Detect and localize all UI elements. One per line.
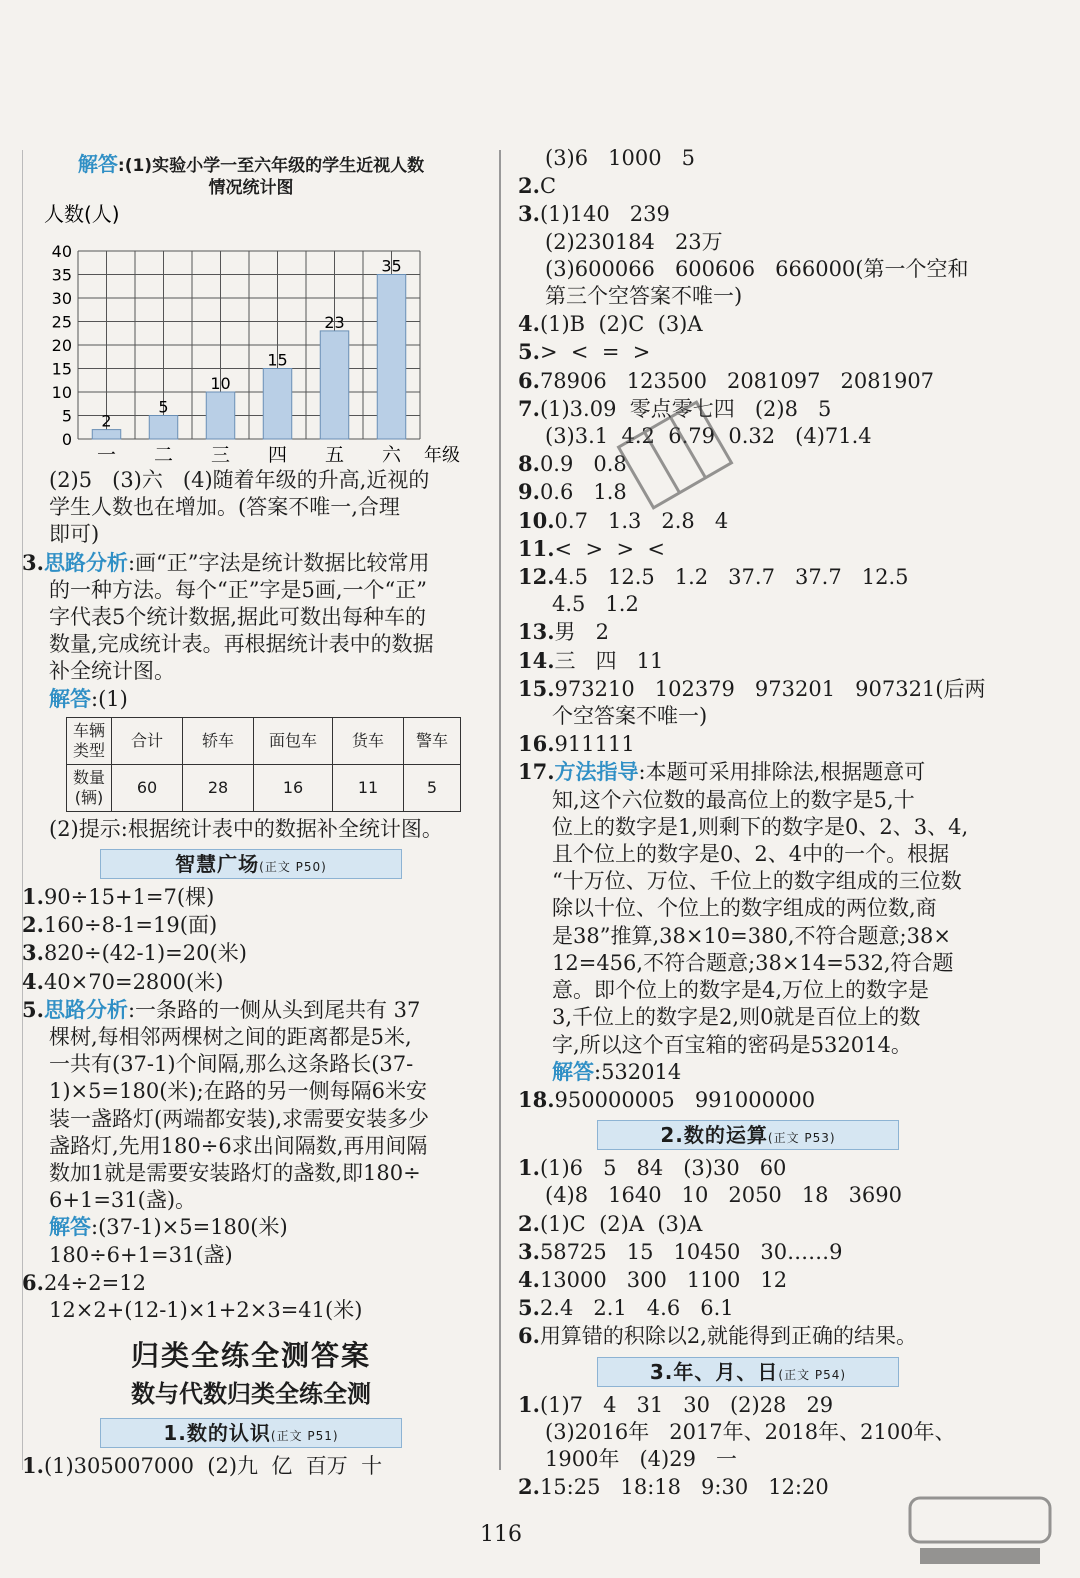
q5-text: 6+1=31(盏)。 xyxy=(49,1188,197,1213)
x-axis-label: 年级 xyxy=(424,445,460,466)
q5-number: 5. xyxy=(22,996,44,1022)
item-number: 16. xyxy=(518,731,555,757)
data-label: 15 xyxy=(267,350,288,370)
q5-answer: 180÷6+1=31(盏) xyxy=(49,1242,233,1267)
data-label: 35 xyxy=(381,256,402,276)
chart-title xyxy=(22,153,480,199)
item-number: 6. xyxy=(518,367,540,393)
answer-line xyxy=(518,730,978,758)
item-text: 911111 xyxy=(554,732,635,757)
item-number: 12. xyxy=(518,564,555,590)
y-tick-label: 20 xyxy=(51,336,72,355)
q3-text: 补全统计图。 xyxy=(49,659,175,684)
q3-hint: (2)提示:根据统计表中的数据补全统计图。 xyxy=(49,816,443,841)
y-tick-label: 15 xyxy=(51,359,72,379)
item-number: 5. xyxy=(518,339,540,365)
answer-line xyxy=(518,1182,978,1209)
y-tick-label: 10 xyxy=(51,383,72,402)
answer-line xyxy=(518,703,978,730)
item-text: 4.5 1.2 xyxy=(552,592,639,617)
item-text: 男 2 xyxy=(554,620,609,645)
item-text: (1)C (2)A (3)A xyxy=(539,1211,703,1236)
item-number: 1. xyxy=(518,1155,540,1181)
answer-label: 解答 xyxy=(552,1059,594,1084)
section-header xyxy=(100,1418,402,1448)
item-text: 1900年 (4)29 一 xyxy=(545,1446,737,1471)
answer-line xyxy=(518,895,978,922)
watermark-logo xyxy=(900,1490,1060,1570)
item-text: 且个位上的数字是0、2、4中的一个。根据 xyxy=(552,842,950,867)
q17-answer-line xyxy=(518,1059,978,1086)
answer-line xyxy=(22,494,480,521)
q5-answer-line xyxy=(22,1214,480,1241)
item-number: 8. xyxy=(518,451,540,477)
q6-text: 12×2+(12-1)×1+2×3=41(米) xyxy=(49,1298,363,1323)
section-ref: (正文 P53) xyxy=(767,1131,836,1146)
y-tick-label: 35 xyxy=(51,265,72,285)
q17-line xyxy=(518,758,978,786)
item-number: 1. xyxy=(22,1453,44,1479)
q18-line xyxy=(518,1086,978,1114)
stamp-mark xyxy=(600,380,750,530)
item-text: (3)600066 600606 666000(第一个空和 xyxy=(545,256,969,281)
answer-line xyxy=(518,1294,978,1322)
q17-body xyxy=(518,787,978,1059)
item-text: (1)3.09 零点零七四 (2)8 5 xyxy=(539,396,832,421)
item-text: 2.4 2.1 4.6 6.1 xyxy=(539,1296,734,1321)
answer-line xyxy=(518,200,978,228)
item-text: > < = > xyxy=(539,340,651,365)
item-text: (4)8 1640 10 2050 18 3690 xyxy=(545,1183,903,1208)
answer-line xyxy=(518,1210,978,1238)
table-row xyxy=(67,717,461,764)
q3-text: :画“正”字法是统计数据比较常用 xyxy=(127,550,430,575)
y-axis-label: 人数(人) xyxy=(44,202,120,226)
item-number: 4. xyxy=(518,311,540,337)
q17-text: :本题可采用排除法,根据题意可 xyxy=(638,760,926,785)
table-row xyxy=(67,764,461,811)
q17-number: 17. xyxy=(518,759,555,785)
answer-line xyxy=(22,911,480,939)
item-text: < > > < xyxy=(554,536,665,561)
table-cell: 数量 (辆) xyxy=(67,764,112,811)
item-number: 6. xyxy=(518,1323,540,1349)
table-cell: 轿车 xyxy=(183,717,254,764)
table-cell: 货车 xyxy=(333,717,404,764)
answer-line xyxy=(518,1391,978,1419)
item-number: 13. xyxy=(518,619,555,645)
item-text: 个空答案不唯一) xyxy=(552,704,708,729)
q17-label: 方法指导 xyxy=(554,760,639,785)
data-label: 5 xyxy=(158,397,169,417)
q3-text: 字代表5个统计数据,据此可数出每种车的 xyxy=(49,605,427,630)
item-text: 58725 15 10450 30……9 xyxy=(539,1239,843,1264)
bar-chart-svg xyxy=(22,199,480,467)
section-ref: (正文 P51) xyxy=(270,1429,339,1444)
item-text: 第三个空答案不唯一) xyxy=(545,284,743,309)
answer-line xyxy=(22,939,480,967)
chart-answers xyxy=(22,467,480,549)
x-tick-label: 三 xyxy=(210,444,231,466)
answer-line xyxy=(518,1419,978,1446)
q18-text: 950000005 991000000 xyxy=(554,1087,816,1112)
answer-line xyxy=(518,1032,978,1059)
answer-line xyxy=(518,1154,978,1182)
q5-text: 盏路灯,先用180÷6求出间隔数,再用间隔 xyxy=(49,1133,428,1158)
item-number: 2. xyxy=(518,173,540,199)
table-cell: 60 xyxy=(112,764,183,811)
answer-line xyxy=(518,814,978,841)
answer-label: 解答 xyxy=(77,152,118,176)
item-list xyxy=(22,883,480,996)
bar xyxy=(92,430,121,439)
q5-text: 数加1就是需要安装路灯的盏数,即180÷ xyxy=(49,1161,421,1186)
item-number: 1. xyxy=(22,884,44,910)
item-number: 5. xyxy=(518,1295,540,1321)
answer-line xyxy=(518,591,978,618)
item-text: 15:25 18:18 9:30 12:20 xyxy=(539,1475,829,1500)
table-cell: 28 xyxy=(183,764,254,811)
item-text: (3)2016年 2017年、2018年、2100年、 xyxy=(545,1419,956,1444)
x-tick-label: 五 xyxy=(324,444,345,466)
item-text: (3)3.1 4.2 6.79 0.32 (4)71.4 xyxy=(545,424,872,449)
answer-line xyxy=(518,1238,978,1266)
item-text: 用算错的积除以2,就能得到正确的结果。 xyxy=(539,1324,917,1349)
answer-line xyxy=(22,521,480,548)
item-text: 0.6 1.8 xyxy=(539,480,627,505)
item-number: 3. xyxy=(518,201,540,227)
q3-label: 思路分析 xyxy=(43,550,128,575)
answer-line xyxy=(518,923,978,950)
answer-line xyxy=(518,256,978,283)
answer-line xyxy=(22,968,480,996)
item-number: 4. xyxy=(22,968,44,994)
q5-text: 棵树,每相邻两棵树之间的距离都是5米, xyxy=(49,1025,412,1050)
item-text: 973210 102379 973201 907321(后两 xyxy=(554,676,986,701)
answer-line xyxy=(518,1004,978,1031)
x-tick-label: 一 xyxy=(96,444,117,466)
q3-answer-line xyxy=(22,686,480,713)
answer-line xyxy=(518,283,978,310)
q3-answer: :(1) xyxy=(91,686,128,711)
q18-number: 18. xyxy=(518,1086,555,1112)
item-text: (1)7 4 31 30 (2)28 29 xyxy=(539,1392,834,1417)
left-column xyxy=(22,145,480,1480)
q3-number: 3. xyxy=(22,549,44,575)
answer-line xyxy=(518,787,978,814)
answer-label: 解答 xyxy=(49,1215,91,1240)
q3-line xyxy=(22,549,480,577)
answer-label: 解答 xyxy=(49,686,91,711)
x-tick-label: 四 xyxy=(267,444,288,466)
answer-line xyxy=(518,841,978,868)
answer-line xyxy=(22,1452,480,1480)
bar xyxy=(320,331,349,439)
data-label: 10 xyxy=(210,374,231,393)
section-header xyxy=(100,849,402,879)
q5-text: 一共有(37-1)个间隔,那么这条路长(37- xyxy=(49,1052,414,1077)
right-column xyxy=(518,145,986,1501)
bar xyxy=(263,369,292,440)
chart-title-line2: 情况统计图 xyxy=(208,178,294,198)
answer-line xyxy=(518,1446,978,1473)
item-text: 0.7 1.3 2.8 4 xyxy=(554,508,729,533)
q17-answer: :532014 xyxy=(594,1059,682,1084)
bar xyxy=(377,275,406,440)
answer-list xyxy=(518,1154,978,1350)
item-text: 三 四 11 xyxy=(554,648,664,673)
q5-label: 思路分析 xyxy=(43,997,128,1022)
item-text: 除以十位、个位上的数字组成的两位数,商 xyxy=(552,896,937,921)
table-cell: 面包车 xyxy=(254,717,333,764)
item-number: 2. xyxy=(518,1210,540,1236)
y-tick-label: 5 xyxy=(61,406,72,426)
answer-list xyxy=(518,1391,978,1502)
item-text: 学生人数也在增加。(答案不唯一,合理 xyxy=(49,495,400,520)
answer-line xyxy=(518,563,978,591)
q5-line xyxy=(22,996,480,1024)
item-text: 3,千位上的数字是2,则0就是百位上的数 xyxy=(552,1005,921,1030)
bar xyxy=(149,416,178,440)
page-number: 116 xyxy=(480,1522,522,1547)
bar-chart xyxy=(22,199,480,467)
item-text: (2)230184 23万 xyxy=(545,229,723,254)
q5-text: :一条路的一侧从头到尾共有 37 xyxy=(127,997,421,1022)
chapter-title: 归类全练全测答案 xyxy=(130,1339,371,1373)
answer-line xyxy=(518,172,978,200)
y-tick-label: 30 xyxy=(51,289,72,308)
answer-line xyxy=(22,883,480,911)
table-cell: 车辆 类型 xyxy=(67,717,112,764)
answer-line xyxy=(518,868,978,895)
vehicle-table xyxy=(66,717,461,812)
item-number: 11. xyxy=(518,535,555,561)
item-text: 是38”推算,38×10=380,不符合题意;38× xyxy=(552,923,951,948)
table-cell: 合计 xyxy=(112,717,183,764)
item-text: 字,所以这个百宝箱的密码是532014。 xyxy=(552,1032,912,1057)
answer-line xyxy=(518,310,978,338)
item-number: 9. xyxy=(518,479,540,505)
item-text: 90÷15+1=7(棵) xyxy=(43,885,215,910)
answer-line xyxy=(518,950,978,977)
section-title: 2.数的运算 xyxy=(660,1123,768,1148)
section-header xyxy=(597,1120,899,1150)
bar xyxy=(206,392,235,439)
y-tick-label: 0 xyxy=(61,430,72,449)
item-text: 160÷8-1=19(面) xyxy=(43,913,218,938)
item-number: 3. xyxy=(22,940,44,966)
item-text: (1)B (2)C (3)A xyxy=(539,312,703,337)
chart-title-line1: :(1)实验小学一至六年级的学生近视人数 xyxy=(117,156,425,176)
section-ref: (正文 P50) xyxy=(259,860,327,875)
x-tick-label: 六 xyxy=(381,444,402,466)
y-tick-label: 25 xyxy=(51,312,72,332)
item-text: 意。即个位上的数字是4,万位上的数字是 xyxy=(552,978,930,1003)
q6-line xyxy=(22,1269,480,1297)
answer-line xyxy=(518,647,978,675)
x-tick-label: 二 xyxy=(153,444,174,466)
item-text: 位上的数字是1,则剩下的数字是0、2、3、4, xyxy=(552,814,969,839)
answer-line xyxy=(22,467,480,494)
item-text: (1)6 5 84 (3)30 60 xyxy=(539,1156,787,1181)
section-title: 智慧广场 xyxy=(175,852,260,877)
q3-text: 数量,完成统计表。再根据统计表中的数据 xyxy=(49,632,434,657)
column-divider xyxy=(499,150,501,1470)
q6-number: 6. xyxy=(22,1269,44,1295)
answer-line xyxy=(518,535,978,563)
item-text: 13000 300 1100 12 xyxy=(539,1267,788,1292)
data-label: 23 xyxy=(324,312,345,332)
item-number: 2. xyxy=(22,912,44,938)
item-text: “十万位、万位、千位上的数字组成的三位数 xyxy=(552,869,962,894)
item-text: 40×70=2800(米) xyxy=(43,969,224,994)
q6-text: 24÷2=12 xyxy=(43,1270,146,1295)
section-title: 1.数的认识 xyxy=(163,1421,271,1446)
table-cell: 16 xyxy=(254,764,333,811)
section-header xyxy=(597,1357,899,1387)
item-text: 78906 123500 2081097 2081907 xyxy=(539,368,935,393)
q3-text: 的一种方法。每个“正”字是5画,一个“正” xyxy=(49,577,427,602)
item-number: 7. xyxy=(518,395,540,421)
section-title: 3.年、月、日 xyxy=(649,1359,779,1384)
answer-line xyxy=(518,229,978,256)
item-text: 12=456,不符合题意;38×14=532,符合题 xyxy=(552,950,954,975)
item-text: 0.9 0.8 xyxy=(539,452,627,477)
item-text: 知,这个六位数的最高位上的数字是5,十 xyxy=(552,787,915,812)
table-cell: 11 xyxy=(333,764,404,811)
data-label: 2 xyxy=(101,411,112,431)
item-text: (2)5 (3)六 (4)随着年级的升高,近视的 xyxy=(49,468,430,492)
table-cell: 5 xyxy=(404,764,461,811)
q5-answer: :(37-1)×5=180(米) xyxy=(91,1215,288,1240)
chapter-subtitle: 数与代数归类全练全测 xyxy=(131,1380,371,1409)
item-text: C xyxy=(539,174,557,199)
item-number: 2. xyxy=(518,1474,540,1500)
q5-text: 装一盏路灯(两端都安装),求需要安装多少 xyxy=(49,1106,430,1131)
item-number: 4. xyxy=(518,1266,540,1292)
answer-line xyxy=(518,618,978,646)
y-tick-label: 40 xyxy=(51,242,72,261)
answer-line xyxy=(518,977,978,1004)
item-number: 15. xyxy=(518,675,555,701)
item-text: (3)6 1000 5 xyxy=(545,146,695,170)
item-text: 即可) xyxy=(49,522,100,547)
answer-line xyxy=(518,1266,978,1294)
item-text: (1)305007000 (2)九 亿 百万 十 xyxy=(43,1454,383,1479)
answer-line xyxy=(518,145,978,172)
answer-line xyxy=(518,675,986,703)
answer-line xyxy=(518,338,978,366)
item-number: 1. xyxy=(518,1391,540,1417)
item-text: (1)140 239 xyxy=(539,202,670,227)
item-number: 3. xyxy=(518,1238,540,1264)
item-number: 14. xyxy=(518,647,555,673)
answer-line xyxy=(518,1322,978,1350)
table-cell: 警车 xyxy=(404,717,461,764)
q5-text: 1)×5=180(米);在路的另一侧每隔6米安 xyxy=(49,1079,428,1104)
section-ref: (正文 P54) xyxy=(778,1367,847,1382)
item-text: 4.5 12.5 1.2 37.7 37.7 12.5 xyxy=(554,565,909,590)
item-text: 820÷(42-1)=20(米) xyxy=(43,941,247,966)
item-number: 10. xyxy=(518,507,555,533)
